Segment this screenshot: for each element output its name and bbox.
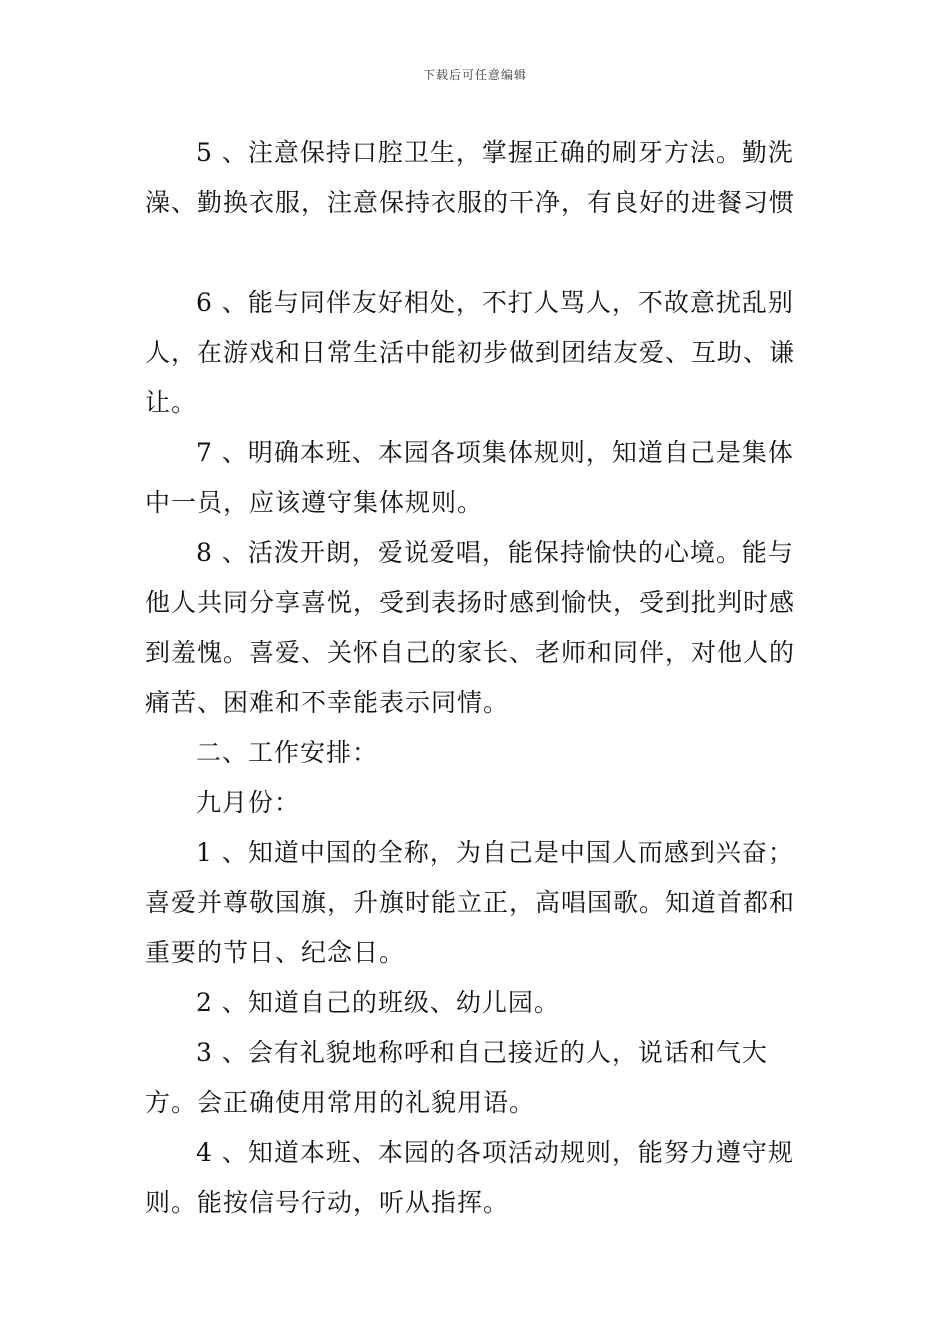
paragraph-item-5: 5 、注意保持口腔卫生，掌握正确的刷牙方法。勤洗澡、勤换衣服，注意保持衣服的干净，有良好的进餐习惯 [145,138,796,217]
document-header-note: 下载后可任意编辑 [422,68,527,82]
september-item-1: 1 、知道中国的全称，为自己是中国人而感到兴奋；喜爱并尊敬国旗，升旗时能立正，高唱国歌。知道首都和重要的节日、纪念日。 [145,838,796,967]
paragraph-item-6: 6 、能与同伴友好相处，不打人骂人，不故意扰乱别人，在游戏和日常生活中能初步做到团结友爱、互助、谦让。 [145,288,796,417]
paragraph-item-8: 8 、活泼开朗，爱说爱唱，能保持愉快的心境。能与他人共同分享喜悦，受到表扬时感到愉快，受到批判时感到羞愧。喜爱、关怀自己的家长、老师和同伴，对他人的痛苦、困难和不幸能表示同情。 [145,538,796,717]
document-body [145,128,805,1228]
paragraph-spacer [145,228,805,278]
paragraph-item-7: 7 、明确本班、本园各项集体规则，知道自己是集体中一员，应该遵守集体规则。 [145,438,794,517]
september-item-4: 4 、知道本班、本园的各项活动规则，能努力遵守规则。能按信号行动，听从指挥。 [145,1138,794,1217]
september-item-2: 2 、知道自己的班级、幼儿园。 [196,988,560,1017]
month-heading-september: 九月份： [196,788,301,817]
september-item-3: 3 、会有礼貌地称呼和自己接近的人，说话和气大方。会正确使用常用的礼貌用语。 [145,1038,768,1117]
section-heading-work-plan: 二、工作安排： [196,738,379,767]
